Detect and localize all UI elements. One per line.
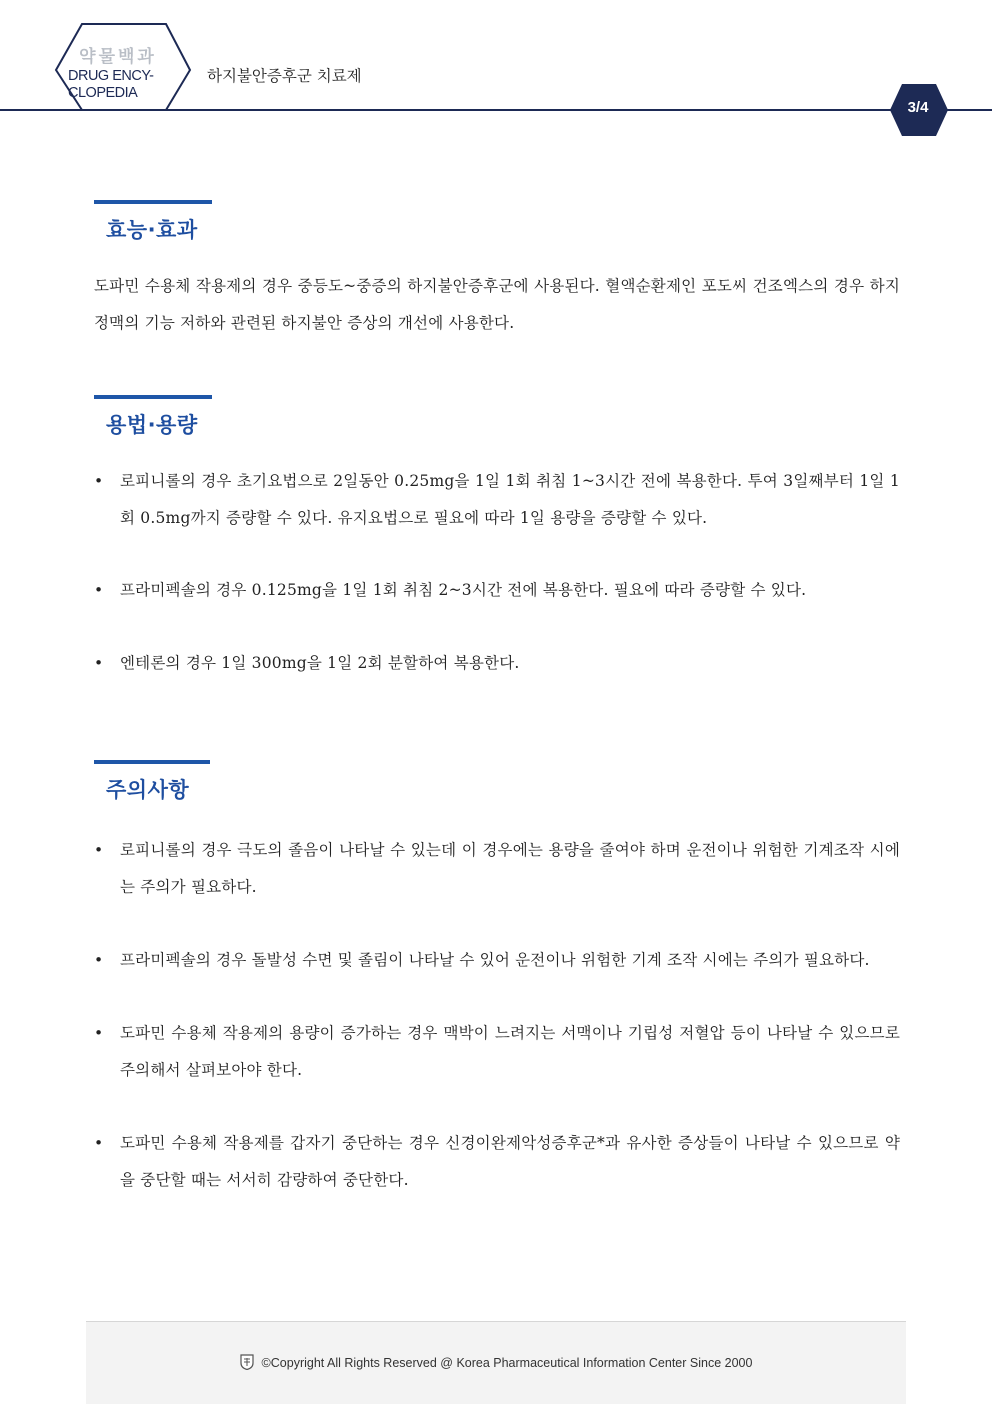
list-item bbox=[94, 572, 900, 609]
logo-english-line1: DRUG ENCY- bbox=[68, 68, 154, 84]
page-footer bbox=[86, 1321, 906, 1404]
bullet-icon: • bbox=[94, 951, 104, 969]
section-bar bbox=[94, 760, 210, 764]
bullet-list bbox=[94, 832, 900, 1199]
logo-english-line2: CLOPEDIA bbox=[68, 85, 138, 101]
list-item-text: 프라미펙솔의 경우 돌발성 수면 및 졸림이 나타날 수 있어 운전이나 위험한 기계 조작 시에는 주의가 필요하다. bbox=[120, 951, 870, 969]
bullet-list bbox=[94, 463, 900, 682]
list-item-text: 로피니롤의 경우 극도의 졸음이 나타날 수 있는데 이 경우에는 용량을 줄여야 하며 운전이나 위험한 기계조작 시에는 주의가 필요하다. bbox=[120, 841, 900, 896]
list-item-text: 프라미펙솔의 경우 0.125mg을 1일 1회 취침 2~3시간 전에 복용한다. 필요에 따라 증량할 수 있다. bbox=[120, 581, 807, 599]
list-item bbox=[94, 1125, 900, 1199]
page-header bbox=[0, 0, 992, 140]
list-item-text: 도파민 수용체 작용제의 용량이 증가하는 경우 맥박이 느려지는 서맥이나 기립성 저혈압 등이 나타날 수 있으므로 주의해서 살펴보아야 한다. bbox=[120, 1024, 900, 1079]
list-item bbox=[94, 463, 900, 537]
list-item bbox=[94, 832, 900, 906]
list-item-text: 엔테론의 경우 1일 300mg을 1일 2회 분할하여 복용한다. bbox=[120, 654, 520, 672]
section-bar bbox=[94, 395, 212, 399]
list-item bbox=[94, 645, 900, 682]
bullet-icon: • bbox=[94, 581, 104, 599]
bullet-icon: • bbox=[94, 654, 104, 672]
list-item bbox=[94, 1015, 900, 1089]
section-dosage bbox=[94, 395, 900, 682]
list-item-text: 도파민 수용체 작용제를 갑자기 중단하는 경우 신경이완제악성증후군*과 유사한 증상들이 나타날 수 있으므로 약을 중단할 때는 서서히 감량하여 중단한다. bbox=[120, 1134, 900, 1189]
bullet-icon: • bbox=[94, 472, 104, 490]
emblem-icon bbox=[240, 1354, 254, 1373]
list-item-text: 로피니롤의 경우 초기요법으로 2일동안 0.25mg을 1일 1회 취침 1~3시간 전에 복용한다. 투여 3일째부터 1일 1회 0.5mg까지 증량할 수 있다. 유지요법으로 필요에 따라 1일 용량을 증량할 수 있다. bbox=[120, 472, 900, 527]
section-bar bbox=[94, 200, 212, 204]
section-title: 용법·용량 bbox=[106, 413, 198, 437]
section-efficacy bbox=[94, 200, 900, 342]
list-item bbox=[94, 942, 900, 979]
section-precautions bbox=[94, 760, 900, 1199]
footer-copyright bbox=[86, 1354, 906, 1373]
page-number: 3/4 bbox=[907, 99, 929, 116]
logo-korean: 약물백과 bbox=[79, 47, 157, 67]
section-title: 주의사항 bbox=[106, 778, 190, 802]
bullet-icon: • bbox=[94, 1024, 104, 1042]
section-title: 효능·효과 bbox=[106, 218, 198, 242]
bullet-icon: • bbox=[94, 1134, 104, 1152]
footer-copyright-text: ©Copyright All Rights Reserved @ Korea Pharmaceutical Information Center Since 2000 bbox=[261, 1356, 753, 1370]
section-paragraph: 도파민 수용체 작용제의 경우 중등도~중증의 하지불안증후군에 사용된다. 혈액순환제인 포도씨 건조엑스의 경우 하지 정맥의 기능 저하와 관련된 하지불안 증상의 개선에 사용한다. bbox=[94, 277, 900, 332]
logo-english bbox=[68, 68, 178, 102]
bullet-icon: • bbox=[94, 841, 104, 859]
document-title: 하지불안증후군 치료제 bbox=[207, 67, 362, 85]
